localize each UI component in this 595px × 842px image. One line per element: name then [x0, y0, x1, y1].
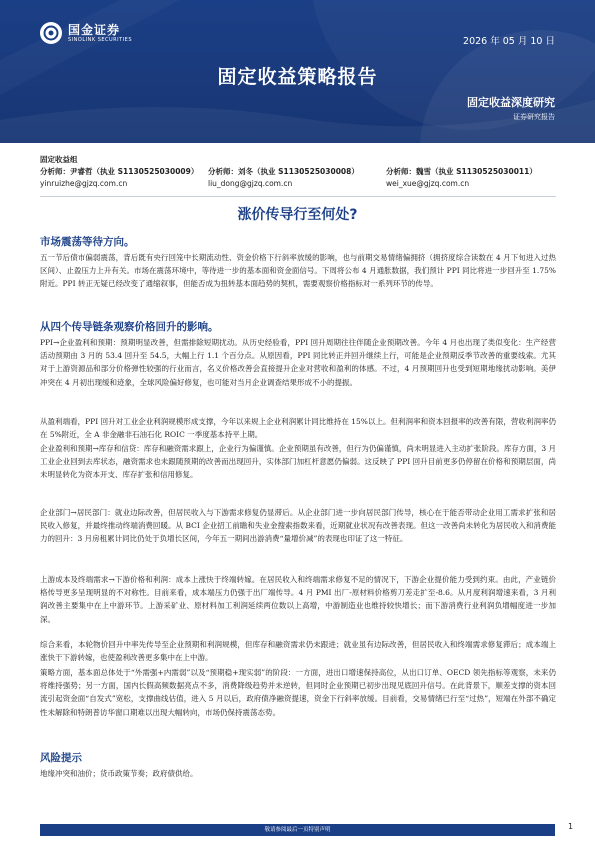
- brand-logo-icon: [40, 22, 62, 44]
- paragraph: PPI→企业盈利和预期：预期明显改善，但需排除短期扰动。从历史经验看，PPI 回升周期往往伴随企业预期改善。今年 4 月也出现了类似变化：生产经营活动预期由 3 月的 53.4 回升至 54.5，大幅上行 1.1 个百分点。从原因看，PPI 同比转正并回升继续上行，可能是企业预期反季节改善的重要线索。尤其对于上游资源品和部分价格弹性较强的行业而言，名义价格改善会直接提升企业对营收和盈利的体感。不过，4 月预期回升也受到短期地缘扰动影响。美伊冲突在 4 月初出现缓和迹象，全球风险偏好修复，也可能对当月企业调查结果形成不小的提振。: [40, 338, 556, 387]
- analyst-card: [386, 166, 537, 190]
- footer-disclaimer[interactable]: 敬请参阅最后一页特别声明: [264, 827, 331, 833]
- analyst-name: 分析师：魏雪（执业 S1130525030011）: [386, 167, 537, 176]
- brand-name: 国金证券: [68, 22, 121, 37]
- brand-name-en: SINOLINK SECURITIES: [68, 36, 132, 43]
- paragraph: 企业盈利和预期→库存和信贷：库存和融资需求跟上，企业行为偏谨慎。企业预期虽有改善，但行为仍偏谨慎，尚未明显进入主动扩张阶段。库存方面，3 月工业企业回到去库状态，融资需求也未跟随预期的改善而出现回升，实体部门加杠杆意愿仍偏弱。这反映了 PPI 回升目前更多仍停留在价格和预期层面，尚未明显转化为资本开支、库存扩张和信用修复。: [40, 444, 556, 480]
- paragraph: 策略方面，基本面总体处于“外需强+内需弱”以及“预期稳+现实弱”的阶段：一方面，进出口增速保持高位，从出口订单、OECD 领先指标等观察，未来仍将维持强势；另一方面，国内长假高频数据亮点不多，消费降级趋势并未逆转，但同时企业预期已初步出现见底回升信号。在此背景下，顺差支撑的资本回流引起资金面“自发式”宽松，支撑曲线估值，进入 5 月以后，政府债净融资提速，资金下行斜率放缓。目前看，交易情绪已行至“过热”，短端在外部不确定性未解除和特朗普访华窗口期难以出现大幅转向，市场仍保持震荡态势。: [40, 668, 556, 717]
- analyst-email[interactable]: wei_xue@gjzq.com.cn: [386, 179, 470, 188]
- section-heading: 风险提示: [40, 752, 82, 764]
- section-heading: 从四个传导链条观察价格回升的影响。: [40, 321, 219, 333]
- paragraph: 综合来看，本轮物价回升中率先传导至企业预期和利润规模，但库存和融资需求仍未跟进；就业虽有边际改善，但居民收入和终端需求修复滞后；成本端上涨快于下游转嫁，也使盈利改善更多集中在上中游。: [40, 640, 556, 663]
- analyst-email[interactable]: liu_dong@gjzq.com.cn: [208, 179, 293, 188]
- header-banner: [0, 0, 595, 143]
- report-subtype: 证券研究报告: [513, 113, 555, 121]
- brand-logo: [40, 22, 132, 44]
- paragraph: 从盈利端看，PPI 回升对工业企业利润规模形成支撑，今年以来规上企业利润累计同比维持在 15%以上。但利润率和资本回报率的改善有限，营收利润率仍在 5%附近，全 A 非金融非石油石化 ROIC 一季度基本持平上期。: [40, 417, 556, 440]
- analyst-name: 分析师：刘冬（执业 S1130525030008）: [208, 167, 359, 176]
- paragraph: 五一节后债市偏弱震荡，背后既有央行回笼中长期流动性、资金价格下行斜率放缓的影响，也与前期交易情绪偏拥挤（拥挤度综合读数在 4 月下旬进入过热区间）、止盈压力上升有关。市场在震荡环境中，等待进一步的基本面和资金面信号。下周将公布 4 月通胀数据，我们预计 PPI 同比将进一步回升至 1.75%附近。PPI 转正无疑已经改变了通缩叙事，但能否成为扭转基本面趋势的契机，需要观察价格指标对一系列环节的传导。: [40, 253, 556, 289]
- report-title: 固定收益策略报告: [217, 66, 378, 88]
- analyst-group-label: 固定收益组: [40, 155, 78, 164]
- analyst-email[interactable]: yinruizhe@gjzq.com.cn: [40, 179, 128, 188]
- paragraph: 上游成本及终端需求→下游价格和利润：成本上涨快于终端转嫁。在居民收入和终端需求修复不足的情况下，下游企业提价能力受到约束。由此，产业链价格传导更多呈现明显的不对称性。目前来看，成本端压力仍强于出厂端传导。4 月 PMI 出厂-原材料价格剪刀差走扩至-8.6。从月度利润增速来看，3 月利润改善主要集中在上中游环节。上游采矿业、原材料加工利润延续两位数以上高增，中游制造业也维持较快增长；而下游消费行业利润负增幅度进一步加深。: [40, 575, 556, 624]
- analyst-card: [40, 166, 198, 190]
- page-number: 1: [568, 822, 574, 831]
- paragraph: 企业部门→居民部门：就业边际改善，但居民收入与下游需求修复仍显滞后。从企业部门进一步向居民部门传导，核心在于能否带动企业用工需求扩张和居民收入修复，并最终推动终端消费回暖。从 BCI 企业招工前瞻和失业金搜索指数来看，近期就业状况有改善表现。但这一改善尚未转化为居民收入和消费能力的回升：3 月房租累计同比仍处于负增长区间，今年五一期间出游消费“量增价减”的表现也印证了这一特征。: [40, 508, 556, 544]
- section-heading: 市场震荡等待方向。: [40, 236, 135, 248]
- analyst-card: [208, 166, 359, 190]
- document-title: 涨价传导行至何处?: [237, 207, 358, 223]
- analyst-name: 分析师：尹睿哲（执业 S1130525030009）: [40, 167, 199, 176]
- report-type: 固定收益深度研究: [467, 96, 555, 109]
- report-date: 2026 年 05 月 10 日: [463, 36, 555, 47]
- divider: [40, 196, 556, 197]
- paragraph: 地缘冲突和油价；货币政策节奏；政府债供给。: [40, 769, 198, 778]
